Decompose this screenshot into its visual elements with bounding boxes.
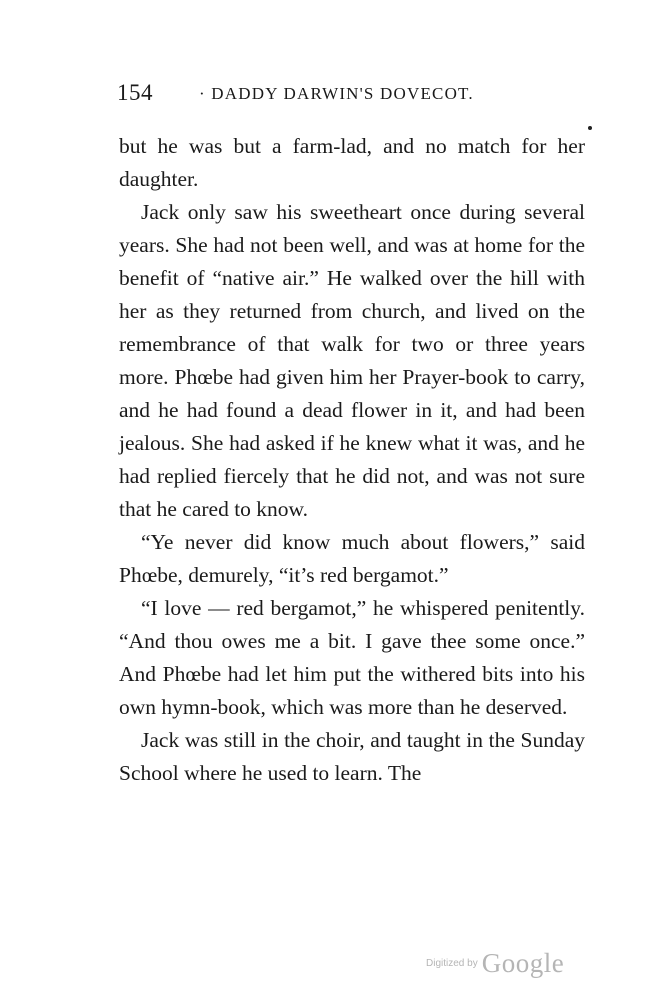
google-logo: Google <box>481 948 565 978</box>
page-header <box>117 80 587 110</box>
paragraph-continued: but he was but a farm-lad, and no match for her daughter. <box>119 134 585 191</box>
paragraph-red-bergamot: “I love — red bergamot,” he whispered penitently. “And thou owes me a bit. I gave thee some once.” And Phœbe had let him put the withered bits into his own hymn-book, which was more than he deserved. <box>119 596 585 719</box>
paragraph-jack-sweetheart: Jack only saw his sweetheart once during several years. She had not been well, and was at home for the benefit of “native air.” He walked over the hill with her as they returned from church, and lived on the remembrance of that walk for two or three years more. Phœbe had given him her Prayer-book to carry, and he had found a dead flower in it, and had been jealous. She had asked if he knew what it was, and he had replied fiercely that he did not, and was not sure that he cared to know. <box>119 200 585 521</box>
watermark-prefix: Digitized by <box>426 958 478 969</box>
running-head: · DADDY DARWIN'S DOVECOT. <box>199 84 474 103</box>
body-text <box>119 130 585 790</box>
print-speck <box>588 126 592 130</box>
digitized-watermark <box>426 948 564 979</box>
page-number: 154 <box>117 80 153 105</box>
paragraph-flowers-dialogue: “Ye never did know much about flowers,” said Phœbe, demurely, “it’s red bergamot.” <box>119 530 585 587</box>
paragraph-choir: Jack was still in the choir, and taught in the Sunday School where he used to learn. The <box>119 728 585 785</box>
